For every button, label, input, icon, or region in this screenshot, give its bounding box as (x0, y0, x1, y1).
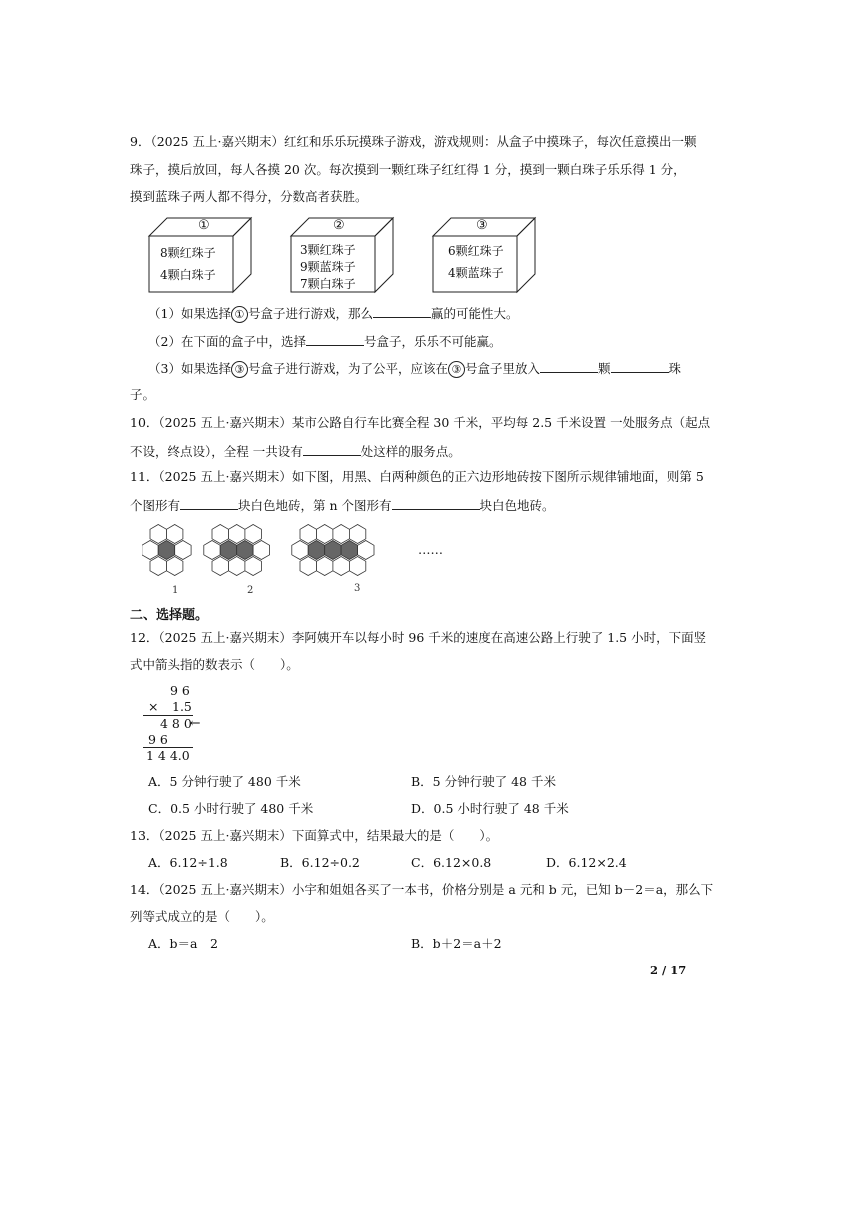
box-3-number: ③ (476, 218, 488, 233)
white-hex-tile (317, 525, 333, 544)
q9-sub1: （1）如果选择 ① 号盒子进行游戏，那么 赢的可能性大。 (148, 306, 519, 321)
q12-line1: 12．（2025 五上·嘉兴期末）李阿姨开车以每小时 96 千米的速度在高速公路上行驶了 1.5 小时，下面竖 (130, 630, 707, 645)
box-2-line3: 7颗白珠子 (300, 277, 356, 291)
box-1-line2: 4颗白珠子 (160, 268, 216, 282)
answer-blank[interactable] (303, 442, 361, 456)
page-number: 2 / 17 (650, 963, 687, 977)
q11-line1: 11．（2025 五上·嘉兴期末）如下图，用黑、白两种颜色的正六边形地砖按下图所示规律铺地面，则第 5 (130, 469, 704, 484)
white-hex-tile (167, 525, 183, 544)
black-hex-tile (308, 541, 325, 560)
black-hex-tile (325, 541, 341, 560)
answer-blank[interactable] (540, 359, 598, 373)
white-hex-tile (333, 557, 350, 576)
q9-sub3: （3）如果选择 ③ 号盒子进行游戏，为了公平，应该在 ③ 号盒子里放入 颗 珠 (148, 361, 682, 376)
q14-option-a[interactable]: A．b＝a 2 (148, 936, 218, 951)
white-hex-tile (358, 541, 374, 560)
white-hex-tile (245, 525, 262, 544)
q14-line1: 14．（2025 五上·嘉兴期末）小宇和姐姐各买了一本书，价格分别是 a 元和 b 元，已知 b－2＝a，那么下 (130, 882, 714, 897)
arrow-icon: ← (190, 715, 201, 730)
q11-line2: 个图形有 块白色地砖，第 n 个图形有 块白色地砖。 (130, 498, 555, 513)
white-hex-tile (292, 541, 308, 560)
calc-row-2: 1.5 (172, 699, 192, 714)
white-hex-tile (229, 557, 245, 576)
box-2-line2: 9颗蓝珠子 (300, 260, 356, 274)
answer-blank[interactable] (392, 496, 480, 510)
q12-line2: 式中箭头指的数表示（ ）。 (130, 657, 299, 672)
q13-line1: 13．（2025 五上·嘉兴期末）下面算式中，结果最大的是（ ）。 (130, 828, 499, 843)
black-hex-tile (341, 541, 358, 560)
white-hex-tile (204, 541, 220, 560)
figure-label-1: 1 (172, 585, 179, 596)
white-hex-tile (300, 525, 317, 544)
black-hex-tile (220, 541, 237, 560)
box-3-line1: 6颗红珠子 (448, 244, 504, 258)
q13-option-a[interactable]: A．6.12÷1.8 (148, 855, 228, 870)
circled-1: ① (231, 306, 248, 323)
box-2-number: ② (333, 218, 345, 233)
q14-line2: 列等式成立的是（ ）。 (130, 909, 274, 924)
box-1-number: ① (198, 218, 210, 233)
white-hex-tile (253, 541, 270, 560)
q12-option-d[interactable]: D．0.5 小时行驶了 48 千米 (411, 801, 569, 816)
white-hex-tile (212, 557, 229, 576)
white-hex-tile (245, 557, 262, 576)
q13-option-c[interactable]: C．6.12×0.8 (411, 855, 492, 870)
calc-row-4: 9 6 (148, 732, 168, 747)
q12-option-a[interactable]: A．5 分钟行驶了 480 千米 (148, 774, 301, 789)
q12-option-c[interactable]: C．0.5 小时行驶了 480 千米 (148, 801, 314, 816)
figure-label-3: 3 (354, 583, 361, 594)
box-1-line1: 8颗红珠子 (160, 246, 216, 260)
white-hex-tile (150, 557, 167, 576)
calc-times: × (148, 699, 159, 714)
q9-line3: 摸到蓝珠子两人都不得分，分数高者获胜。 (130, 189, 368, 204)
figure-label-2: 2 (247, 585, 254, 596)
q9-line2: 珠子，摸后放回，每人各摸 20 次。每次摸到一颗红珠子红红得 1 分，摸到一颗白珠子乐乐得 1 分， (130, 162, 686, 177)
black-hex-tile (237, 541, 253, 560)
hexagon-tiling-figure (142, 520, 422, 582)
white-hex-tile (167, 557, 183, 576)
answer-blank[interactable] (180, 496, 238, 510)
calc-row-1: 9 6 (170, 683, 190, 698)
white-hex-tile (300, 557, 317, 576)
white-hex-tile (142, 541, 158, 560)
white-hex-tile (349, 525, 365, 544)
answer-blank[interactable] (373, 304, 431, 318)
white-hex-tile (150, 525, 167, 544)
q13-option-d[interactable]: D．6.12×2.4 (546, 855, 627, 870)
section-heading: 二、选择题。 (130, 608, 209, 623)
box-3-line2: 4颗蓝珠子 (448, 266, 504, 280)
white-hex-tile (229, 525, 245, 544)
circled-3: ③ (448, 361, 465, 378)
q10-line2: 不设，终点设），全程 一共设有 处这样的服务点。 (130, 444, 461, 459)
white-hex-tile (317, 557, 333, 576)
q9-sub3-cont: 子。 (130, 387, 156, 402)
answer-blank[interactable] (611, 359, 669, 373)
calc-row-5: 1 4 4.0 (146, 748, 190, 763)
calc-row-3: 4 8 0 (160, 716, 192, 731)
white-hex-tile (349, 557, 365, 576)
q10-line1: 10．（2025 五上·嘉兴期末）某市公路自行车比赛全程 30 千米，平均每 2.5 千米设置 一处服务点（起点 (130, 415, 711, 430)
q14-option-b[interactable]: B．b＋2＝a＋2 (411, 936, 502, 951)
answer-blank[interactable] (306, 332, 364, 346)
q13-option-b[interactable]: B．6.12÷0.2 (280, 855, 360, 870)
white-hex-tile (175, 541, 191, 560)
box-2-line1: 3颗红珠子 (300, 243, 356, 257)
white-hex-tile (333, 525, 350, 544)
q9-sub2: （2）在下面的盒子中，选择 号盒子，乐乐不可能赢。 (148, 334, 502, 349)
q9-line1: 9．（2025 五上·嘉兴期末）红红和乐乐玩摸珠子游戏，游戏规则：从盒子中摸珠子，每次任意摸出一颗 (130, 134, 697, 149)
circled-3: ③ (231, 361, 248, 378)
white-hex-tile (212, 525, 229, 544)
ellipsis: …… (418, 542, 443, 557)
black-hex-tile (158, 541, 175, 560)
q12-option-b[interactable]: B．5 分钟行驶了 48 千米 (411, 774, 556, 789)
